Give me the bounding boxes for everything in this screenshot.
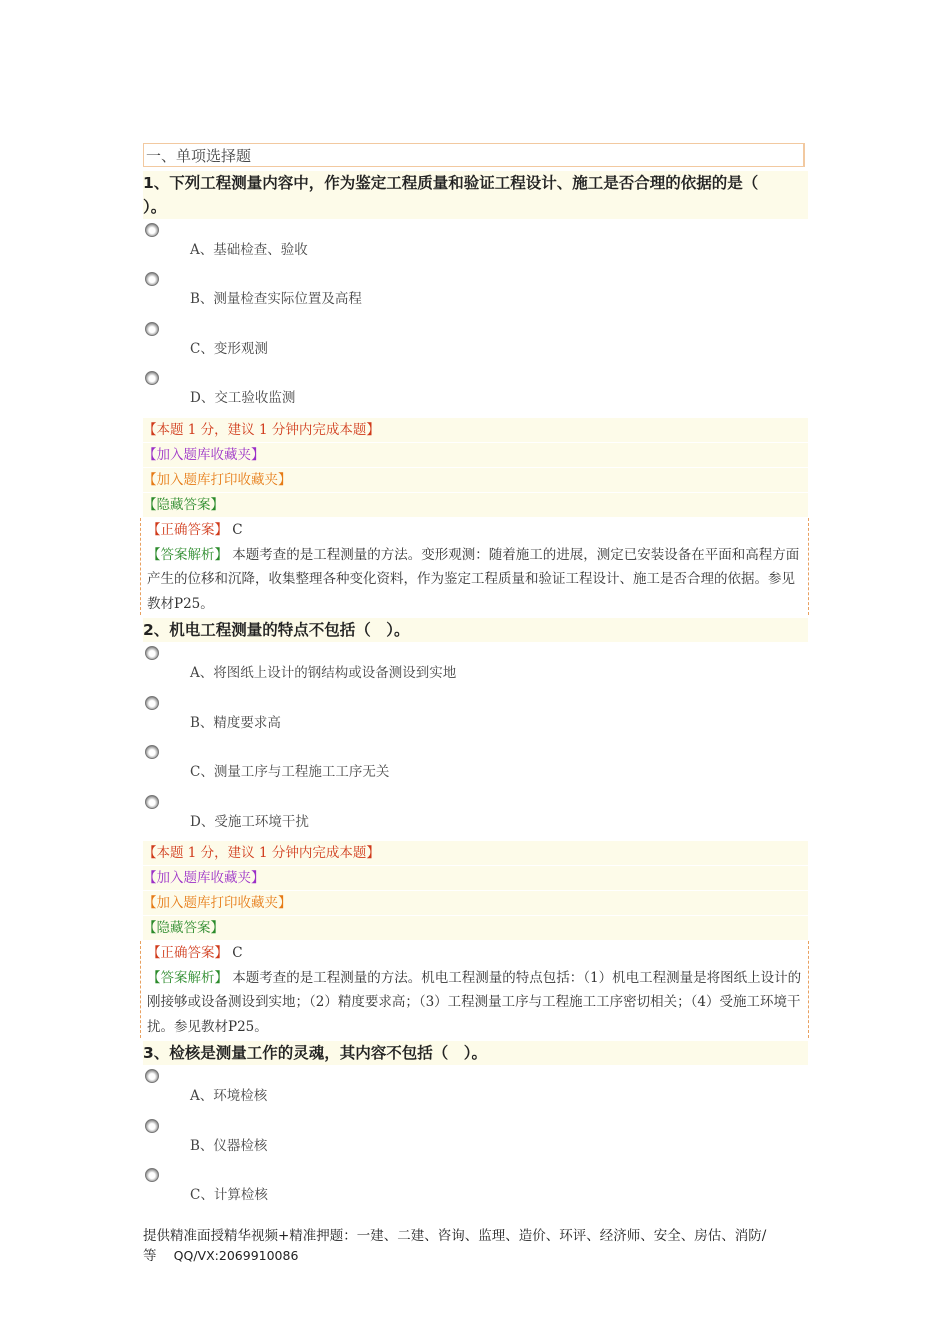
- option-label: D、交工验收监测: [190, 390, 296, 406]
- answer-box: [140, 518, 809, 615]
- radio-option-c[interactable]: [145, 322, 159, 336]
- radio-option-c[interactable]: [145, 745, 159, 759]
- add-favorites-link[interactable]: 【加入题库收藏夹】: [143, 866, 808, 890]
- option-label: A、基础检查、验收: [190, 242, 308, 258]
- hide-answer-link[interactable]: 【隐藏答案】: [143, 916, 808, 940]
- option-label: D、受施工环境干扰: [190, 814, 309, 830]
- answer-analysis: [147, 543, 804, 617]
- analysis-label: 【答案解析】: [147, 546, 228, 563]
- question-title: [143, 171, 808, 219]
- radio-option-a[interactable]: [145, 223, 159, 237]
- option-label: C、变形观测: [190, 341, 268, 357]
- footer-contact: QQ/VX:2069910086: [173, 1248, 299, 1263]
- radio-option-d[interactable]: [145, 371, 159, 385]
- radio-option-a[interactable]: [145, 646, 159, 660]
- radio-option-b[interactable]: [145, 272, 159, 286]
- hide-answer-link[interactable]: 【隐藏答案】: [143, 493, 808, 517]
- score-note: 【本题 1 分，建议 1 分钟内完成本题】: [143, 418, 808, 442]
- correct-answer-label: 【正确答案】: [147, 522, 228, 538]
- radio-option-b[interactable]: [145, 696, 159, 710]
- footer-promo: [143, 1226, 811, 1266]
- add-favorites-link[interactable]: 【加入题库收藏夹】: [143, 443, 808, 467]
- option-label: A、将图纸上设计的钢结构或设备测设到实地: [190, 665, 457, 681]
- answer-box: [140, 941, 809, 1038]
- question-title: [143, 1041, 808, 1065]
- correct-answer: [147, 518, 804, 543]
- score-note: 【本题 1 分，建议 1 分钟内完成本题】: [143, 841, 808, 865]
- correct-answer-label: 【正确答案】: [147, 945, 228, 961]
- option-label: B、精度要求高: [190, 715, 281, 731]
- option-label: A、环境检核: [190, 1088, 268, 1104]
- question-title-line: ）。: [143, 198, 167, 216]
- question-title-line: 1、下列工程测量内容中，作为鉴定工程质量和验证工程设计、施工是否合理的依据的是（: [143, 174, 759, 192]
- footer-prefix: 等: [143, 1248, 157, 1264]
- correct-answer-value: C: [232, 945, 243, 961]
- add-print-favorites-link[interactable]: 【加入题库打印收藏夹】: [143, 891, 808, 915]
- radio-option-a[interactable]: [145, 1069, 159, 1083]
- section-title: 一、单项选择题: [143, 143, 805, 167]
- footer-line: 提供精准面授精华视频+精准押题：一建、二建、咨询、监理、造价、环评、经济师、安全、房估、消防/: [143, 1228, 767, 1244]
- analysis-text: 本题考查的是工程测量的方法。机电工程测量的特点包括：（1）机电工程测量是将图纸上设计的刚接够或设备测设到实地；（2）精度要求高；（3）工程测量工序与工程施工工序密切相关；（4）受施工环境干扰。参见教材P25。: [147, 969, 802, 1035]
- question-title-line: 2、机电工程测量的特点不包括（ ）。: [143, 621, 410, 639]
- option-label: C、计算检核: [190, 1187, 268, 1203]
- question-title: [143, 618, 808, 642]
- footer-line: [143, 1246, 811, 1266]
- analysis-text: 本题考查的是工程测量的方法。变形观测：随着施工的进展，测定已安装设备在平面和高程方面产生的位移和沉降，收集整理各种变化资料，作为鉴定工程质量和验证工程设计、施工是否合理的依据。参见教材P25。: [147, 546, 800, 612]
- answer-analysis: [147, 966, 804, 1040]
- analysis-label: 【答案解析】: [147, 969, 228, 986]
- option-label: C、测量工序与工程施工工序无关: [190, 764, 390, 780]
- radio-option-b[interactable]: [145, 1119, 159, 1133]
- option-label: B、测量检查实际位置及高程: [190, 291, 362, 307]
- radio-option-d[interactable]: [145, 795, 159, 809]
- radio-option-c[interactable]: [145, 1168, 159, 1182]
- correct-answer: [147, 941, 804, 966]
- question-title-line: 3、检核是测量工作的灵魂，其内容不包括（ ）。: [143, 1044, 488, 1062]
- option-label: B、仪器检核: [190, 1138, 268, 1154]
- correct-answer-value: C: [232, 522, 243, 538]
- add-print-favorites-link[interactable]: 【加入题库打印收藏夹】: [143, 468, 808, 492]
